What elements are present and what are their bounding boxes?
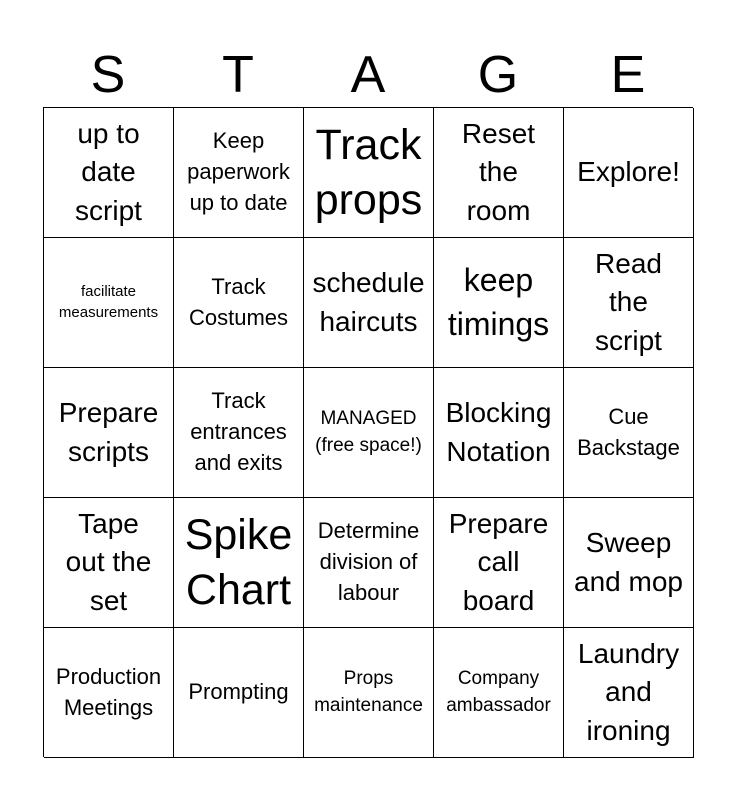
bingo-cell[interactable] (174, 498, 304, 628)
cell-text: Prepare call board (448, 507, 549, 616)
bingo-cell[interactable] (304, 498, 434, 628)
bingo-cell[interactable] (304, 238, 434, 368)
header-letter-a: A (350, 46, 386, 104)
cell-text: Company ambassador (446, 667, 551, 716)
cell-text: Track entrances and exits (190, 388, 287, 475)
header-letter-e: E (610, 46, 646, 104)
bingo-cell[interactable] (564, 498, 694, 628)
bingo-cell[interactable] (174, 368, 304, 498)
cell-text: MANAGED (free space!) (315, 407, 422, 456)
bingo-cell[interactable] (304, 628, 434, 758)
bingo-cell[interactable] (564, 368, 694, 498)
bingo-cell[interactable] (434, 628, 564, 758)
cell-text: Spike Chart (184, 510, 293, 614)
cell-text: Track Costumes (188, 273, 289, 330)
bingo-cell[interactable] (564, 628, 694, 758)
cell-text: Production Meetings (55, 663, 162, 720)
cell-text: Props maintenance (314, 667, 423, 716)
bingo-cell[interactable] (174, 108, 304, 238)
bingo-cell[interactable] (434, 368, 564, 498)
bingo-cell[interactable] (304, 108, 434, 238)
bingo-cell[interactable] (304, 368, 434, 498)
cell-text: Track props (314, 120, 423, 224)
header-letter-g: G (477, 46, 519, 104)
bingo-cell[interactable] (174, 238, 304, 368)
cell-text: Explore! (577, 156, 680, 188)
bingo-cell[interactable] (44, 368, 174, 498)
bingo-cell[interactable] (434, 498, 564, 628)
cell-text: Prompting (188, 679, 289, 705)
bingo-cell[interactable] (44, 628, 174, 758)
cell-text: keep timings (447, 262, 550, 342)
bingo-cell[interactable] (564, 108, 694, 238)
bingo-cell[interactable] (434, 238, 564, 368)
bingo-cell[interactable] (434, 108, 564, 238)
cell-text: Prepare scripts (58, 396, 159, 467)
bingo-header (43, 42, 693, 108)
cell-text: Reset the room (461, 117, 536, 226)
bingo-cell[interactable] (44, 498, 174, 628)
cell-text: Keep paperwork up to date (187, 128, 290, 215)
cell-text: Determine division of labour (317, 518, 420, 605)
header-letter-s: S (90, 46, 126, 104)
cell-text: facilitate measurements (58, 283, 159, 321)
cell-text: Sweep and mop (574, 526, 683, 597)
bingo-grid (43, 107, 693, 757)
bingo-cell[interactable] (564, 238, 694, 368)
header-letter-t: T (222, 46, 254, 104)
cell-text: up to date script (75, 117, 142, 226)
cell-text: schedule haircuts (312, 266, 425, 337)
cell-text: Tape out the set (65, 507, 152, 616)
bingo-cell[interactable] (174, 628, 304, 758)
cell-text: Cue Backstage (577, 403, 680, 460)
cell-text: Blocking Notation (445, 396, 552, 467)
cell-text: Read the script (595, 247, 662, 356)
bingo-cell[interactable] (44, 108, 174, 238)
bingo-cell[interactable] (44, 238, 174, 368)
cell-text: Laundry and ironing (577, 637, 680, 746)
